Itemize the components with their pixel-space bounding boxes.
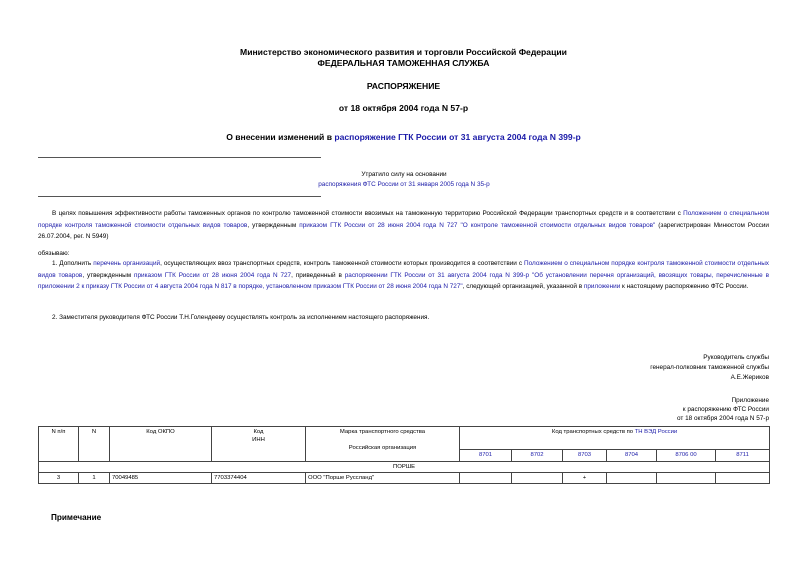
signature-rank: генерал-полковник таможенной службы xyxy=(650,364,769,371)
preamble-text-1: В целях повышения эффективности работы таможенных органов по контролю таможенной стоимости ввозимых на таможенную территорию Российской Федерации транспортных средств и в соответствии с xyxy=(52,210,684,217)
header-brand: Марка транспортного средства xyxy=(339,429,426,435)
order-399-link[interactable]: распоряжении ГТК России от 31 августа 2004 года N 399-р "Об установлении перечня организаций, ввозящих товары, перечисленные в приложении 2 к приказу ГТК России от 4 августа 2004 года N 817 в порядке, установленном приказом ГТК России от 28 июня 2004 года N 727" xyxy=(38,271,770,290)
item1-text-3: , утвержденным xyxy=(82,271,135,279)
status-line-1: Утратило силу на основании xyxy=(361,171,447,178)
regulation-link-2[interactable]: Положением о специальном порядке контроля таможенной стоимости отдельных видов товаров xyxy=(38,260,770,279)
preamble-text-3: (зарегистрирован Минюстом России 26.07.2004, рег. N 5949) xyxy=(38,221,769,240)
item1-text-2: , осуществляющих ввоз транспортных средств, контроль таможенной стоимости которых производится в соответствии с xyxy=(160,260,525,267)
signature-name: А.Е.Жериков xyxy=(730,374,769,381)
cell-mark-8704 xyxy=(607,473,657,484)
regulation-link[interactable]: Положением о специальном порядке контроля таможенной стоимости отдельных видов товаров xyxy=(38,210,769,229)
cell-mark-8703: + xyxy=(563,473,607,484)
status-link[interactable]: распоряжения ФТС России от 31 января 2005 года N 35-р xyxy=(318,181,490,188)
document-date-number: от 18 октября 2004 года N 57-р xyxy=(338,103,469,113)
order-727-link-2[interactable]: приказом ГТК России от 28 июня 2004 года N 727 xyxy=(134,271,292,279)
code-8702[interactable]: 8702 xyxy=(512,450,563,462)
header-brand-org xyxy=(306,427,460,462)
appendix-date: от 18 октября 2004 года N 57-р xyxy=(676,415,769,422)
header-n: N xyxy=(79,427,110,462)
header-okpo: Код ОКПО xyxy=(110,427,212,462)
signature-position: Руководитель службы xyxy=(703,354,769,361)
preamble-text-2: , утвержденным xyxy=(247,221,300,229)
group-label: ПОРШЕ xyxy=(39,462,770,473)
cell-mark-8702 xyxy=(512,473,563,484)
cell-mark-8711 xyxy=(716,473,770,484)
cell-npp: 3 xyxy=(39,473,79,484)
cell-okpo: 70049485 xyxy=(110,473,212,484)
code-8701[interactable]: 8701 xyxy=(460,450,512,462)
header-code: Код xyxy=(253,429,264,435)
header-org: Российская организация xyxy=(348,445,417,451)
table-row xyxy=(39,473,770,484)
header-npp: N п/п xyxy=(39,427,79,462)
document-subject xyxy=(0,132,807,142)
item1-text-6: к настоящему распоряжению ФТС России. xyxy=(620,283,749,290)
appendix-ref: к распоряжению ФТС России xyxy=(682,406,769,413)
organizations-table xyxy=(38,426,770,484)
ministry-title: Министерство экономического развития и торговли Российской Федерации xyxy=(240,47,567,57)
paragraph-item-1 xyxy=(38,258,769,293)
paragraph-item-2: 2. Заместителя руководителя ФТС России Т.Н.Голендееву осуществлять контроль за исполнением настоящего распоряжения. xyxy=(52,314,430,321)
item1-text-5: , следующей организацией, указанной в xyxy=(462,283,584,290)
cell-inn: 7703374404 xyxy=(212,473,306,484)
code-8704[interactable]: 8704 xyxy=(607,450,657,462)
cell-n: 1 xyxy=(79,473,110,484)
code-8703[interactable]: 8703 xyxy=(563,450,607,462)
header-tnved-text: Код транспортных средств по xyxy=(551,429,635,435)
paragraph-preamble xyxy=(38,208,769,243)
order-727-link[interactable]: приказом ГТК России от 28 июня 2004 года N 727 "О контроле таможенной стоимости отдельных видов товаров" xyxy=(299,221,656,229)
obliges-text: обязываю: xyxy=(38,250,70,257)
document-type: РАСПОРЯЖЕНИЕ xyxy=(366,81,441,91)
appendix-link[interactable]: приложении xyxy=(583,283,621,290)
subject-link[interactable]: распоряжение ГТК России от 31 августа 2004 года N 399-р xyxy=(334,132,581,142)
divider-bottom xyxy=(38,196,321,197)
service-title: ФЕДЕРАЛЬНАЯ ТАМОЖЕННАЯ СЛУЖБА xyxy=(317,58,490,68)
table-header-row xyxy=(39,427,770,450)
code-8706[interactable]: 8706 00 xyxy=(657,450,716,462)
code-8711[interactable]: 8711 xyxy=(716,450,770,462)
header-tnved xyxy=(460,427,770,450)
cell-mark-8701 xyxy=(460,473,512,484)
tnved-link[interactable]: ТН ВЭД России xyxy=(634,429,678,435)
header-inn: ИНН xyxy=(252,437,265,443)
divider-top xyxy=(38,157,321,158)
header-code-inn xyxy=(212,427,306,462)
org-list-link[interactable]: перечень организаций xyxy=(93,260,161,267)
appendix-title: Приложение xyxy=(731,397,769,404)
cell-mark-8706 xyxy=(657,473,716,484)
note-heading: Примечание xyxy=(51,513,102,522)
subject-prefix: О внесении изменений в xyxy=(226,132,335,142)
cell-org: ООО "Порше Руссланд" xyxy=(306,473,460,484)
item1-text-4: , приведенный в xyxy=(291,271,345,279)
table-group-row xyxy=(39,462,770,473)
item1-text-1: 1. Дополнить xyxy=(52,260,94,267)
